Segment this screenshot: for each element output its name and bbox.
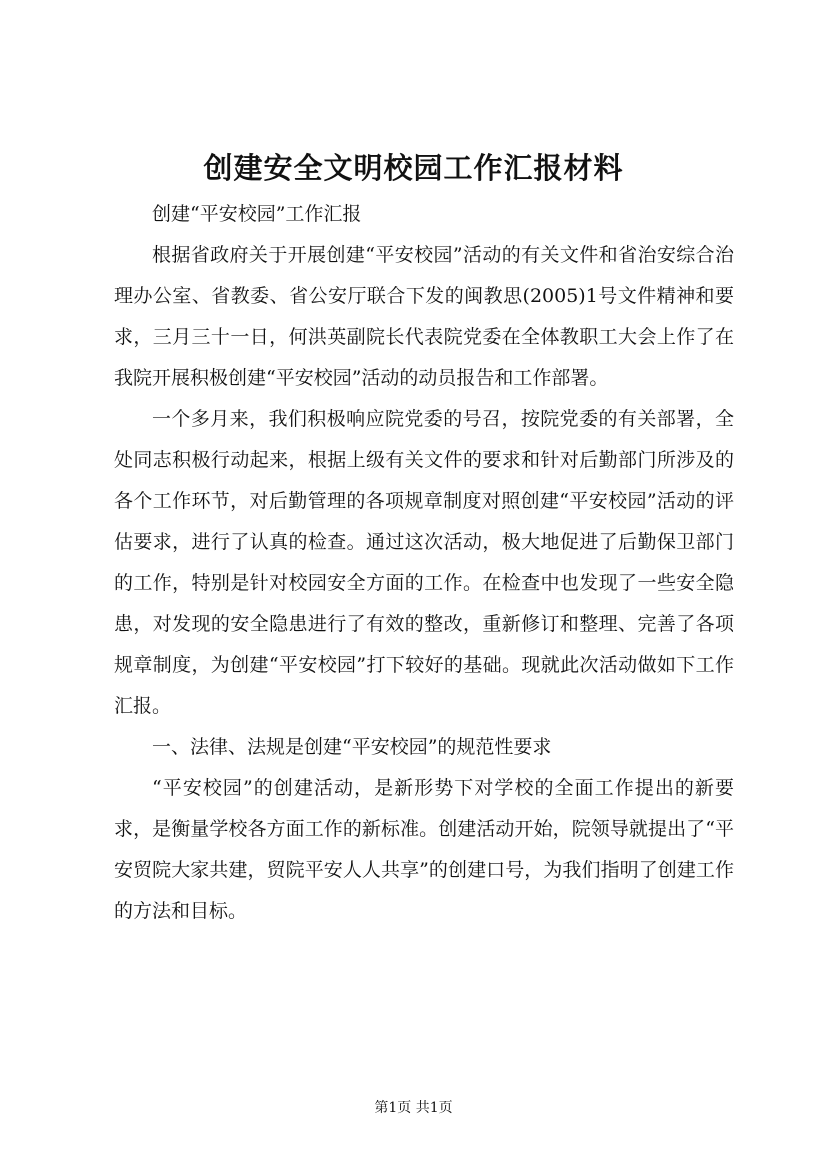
document-body <box>114 194 734 932</box>
section-heading-1: 一、法律、法规是创建“平安校园”的规范性要求 <box>152 736 552 758</box>
paragraph-subtitle: 创建“平安校园”工作汇报 <box>152 203 362 225</box>
paragraph-section-1: “平安校园”的创建活动，是新形势下对学校的全面工作提出的新要求，是衡量学校各方面工作的新标准。创建活动开始，院领导就提出了“平安贸院大家共建，贸院平安人人共享”的创建口号，为我们指明了创建工作的方法和目标。 <box>114 777 734 922</box>
paragraph-progress: 一个多月来，我们积极响应院党委的号召，按院党委的有关部署，全处同志积极行动起来，根据上级有关文件的要求和针对后勤部门所涉及的各个工作环节，对后勤管理的各项规章制度对照创建“平安校园”活动的评估要求，进行了认真的检查。通过这次活动，极大地促进了后勤保卫部门的工作，特别是针对校园安全方面的工作。在检查中也发现了一些安全隐患，对发现的安全隐患进行了有效的整改，重新修订和整理、完善了各项规章制度，为创建“平安校园”打下较好的基础。现就此次活动做如下工作汇报。 <box>114 408 734 717</box>
document-title: 创建安全文明校园工作汇报材料 <box>203 151 624 185</box>
paragraph-intro: 根据省政府关于开展创建“平安校园”活动的有关文件和省治安综合治理办公室、省教委、省公安厅联合下发的闽教思(2005)1号文件精神和要求，三月三十一日，何洪英副院长代表院党委在全体教职工大会上作了在我院开展积极创建“平安校园”活动的动员报告和工作部署。 <box>114 244 734 389</box>
page-number-footer: 第1页 共1页 <box>374 1100 453 1116</box>
